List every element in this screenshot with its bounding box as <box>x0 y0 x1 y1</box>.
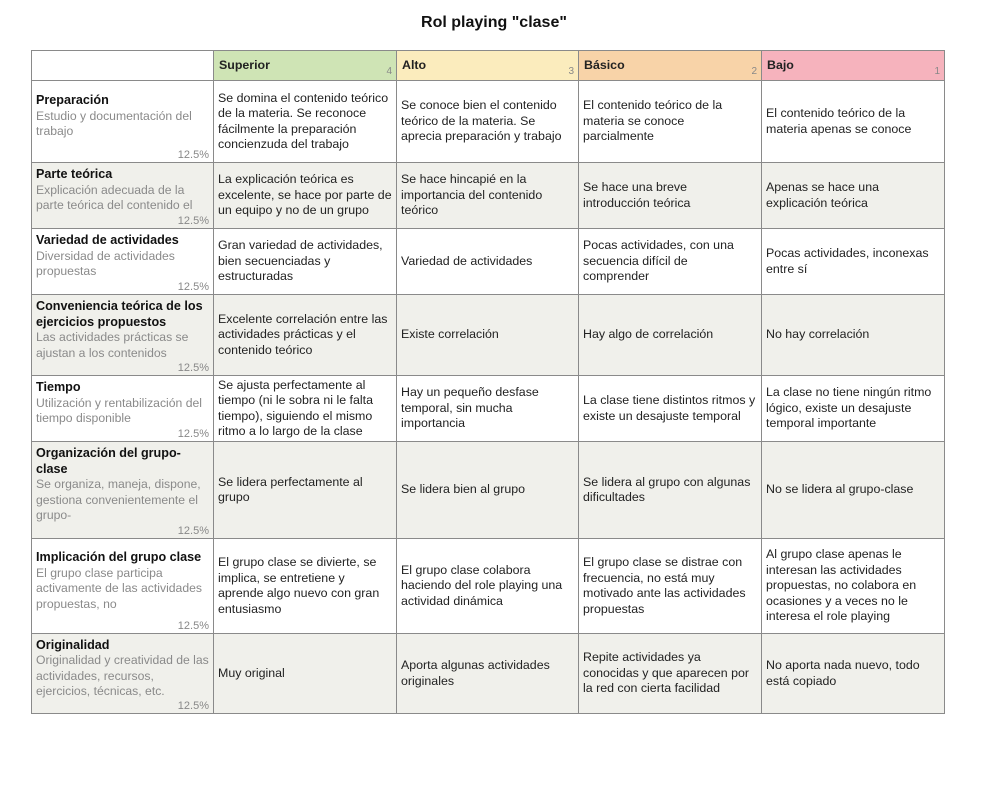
criterion-description: Se organiza, maneja, dispone, gestiona convenientemente el grupo- <box>36 477 201 523</box>
rubric-cell-superior: Excelente correlación entre las actividades prácticas y el contenido teórico <box>214 295 397 376</box>
criterion-weight: 12.5% <box>177 525 209 537</box>
level-name: Bajo <box>767 58 794 72</box>
rubric-cell-basico: El grupo clase se distrae con frecuencia, no está muy motivado ante las actividades propuestas <box>579 539 762 634</box>
criterion-row <box>32 442 945 539</box>
rubric-cell-superior: Muy original <box>214 634 397 714</box>
rubric-cell-bajo: El contenido teórico de la materia apenas se conoce <box>762 81 945 163</box>
rubric-cell-basico: Se hace una breve introducción teórica <box>579 163 762 229</box>
rubric-cell-superior: Se domina el contenido teórico de la materia. Se reconoce fácilmente la preparación concienzuda del trabajo <box>214 81 397 163</box>
rubric-cell-alto: Hay un pequeño desfase temporal, sin mucha importancia <box>397 376 579 442</box>
criterion-cell <box>32 295 214 376</box>
rubric-cell-basico: Hay algo de correlación <box>579 295 762 376</box>
criterion-name: Originalidad <box>36 637 110 652</box>
level-score: 4 <box>386 65 392 77</box>
level-header-alto <box>397 51 579 81</box>
rubric-cell-superior: Gran variedad de actividades, bien secuenciadas y estructuradas <box>214 229 397 295</box>
rubric-cell-alto: Aporta algunas actividades originales <box>397 634 579 714</box>
rubric-cell-bajo: Al grupo clase apenas le interesan las actividades propuestas, no colabora en ocasiones y a veces no le interesa el role playing <box>762 539 945 634</box>
criterion-cell <box>32 376 214 442</box>
rubric-cell-basico: Se lidera al grupo con algunas dificultades <box>579 442 762 539</box>
criterion-row <box>32 163 945 229</box>
rubric-cell-basico: Pocas actividades, con una secuencia difícil de comprender <box>579 229 762 295</box>
criterion-cell <box>32 229 214 295</box>
rubric-cell-bajo: No hay correlación <box>762 295 945 376</box>
page-title: Rol playing "clase" <box>421 14 567 31</box>
rubric-cell-basico: El contenido teórico de la materia se conoce parcialmente <box>579 81 762 163</box>
rubric-cell-bajo: Pocas actividades, inconexas entre sí <box>762 229 945 295</box>
criterion-row <box>32 539 945 634</box>
criterion-weight: 12.5% <box>177 149 209 161</box>
criterion-name: Parte teórica <box>36 167 113 182</box>
rubric-cell-superior: La explicación teórica es excelente, se hace por parte de un equipo y no de un grupo <box>214 163 397 229</box>
criterion-row <box>32 81 945 163</box>
criterion-description: Utilización y rentabilización del tiempo disponible <box>36 395 202 426</box>
criterion-cell <box>32 81 214 163</box>
rubric-cell-bajo: La clase no tiene ningún ritmo lógico, existe un desajuste temporal importante <box>762 376 945 442</box>
level-score: 3 <box>568 65 574 77</box>
criterion-name: Variedad de actividades <box>36 233 179 248</box>
rubric-cell-alto: Existe correlación <box>397 295 579 376</box>
level-score: 1 <box>934 65 940 77</box>
criterion-cell <box>32 634 214 714</box>
criterion-cell <box>32 539 214 634</box>
rubric-cell-alto: Se hace hincapié en la importancia del contenido teórico <box>397 163 579 229</box>
header-corner <box>32 51 214 81</box>
criterion-row <box>32 295 945 376</box>
criterion-weight: 12.5% <box>177 215 209 227</box>
rubric-cell-alto: Se conoce bien el contenido teórico de la materia. Se aprecia preparación y trabajo <box>397 81 579 163</box>
rubric-cell-superior: El grupo clase se divierte, se implica, se entretiene y aprende algo nuevo con gran entusiasmo <box>214 539 397 634</box>
rubric-table <box>31 50 945 714</box>
level-score: 2 <box>751 65 757 77</box>
criterion-cell <box>32 163 214 229</box>
rubric-cell-superior: Se ajusta perfectamente al tiempo (ni le sobra ni le falta tiempo), siguiendo el mismo ritmo a lo largo de la clase <box>214 376 397 442</box>
criterion-name: Tiempo <box>36 380 81 395</box>
rubric-cell-bajo: No se lidera al grupo-clase <box>762 442 945 539</box>
criterion-name: Conveniencia teórica de los ejercicios propuestos <box>36 299 203 329</box>
criterion-row <box>32 634 945 714</box>
criterion-weight: 12.5% <box>177 700 209 712</box>
criterion-name: Organización del grupo-clase <box>36 446 181 476</box>
criterion-description: Explicación adecuada de la parte teórica del contenido el <box>36 182 193 213</box>
rubric-cell-basico: Repite actividades ya conocidas y que aparecen por la red con cierta facilidad <box>579 634 762 714</box>
criterion-row <box>32 229 945 295</box>
rubric-cell-alto: Se lidera bien al grupo <box>397 442 579 539</box>
rubric-cell-alto: El grupo clase colabora haciendo del role playing una actividad dinámica <box>397 539 579 634</box>
level-name: Superior <box>219 58 270 72</box>
rubric-cell-bajo: No aporta nada nuevo, todo está copiado <box>762 634 945 714</box>
criterion-weight: 12.5% <box>177 620 209 632</box>
level-header-basico <box>579 51 762 81</box>
rubric-cell-superior: Se lidera perfectamente al grupo <box>214 442 397 539</box>
criterion-name: Implicación del grupo clase <box>36 550 202 564</box>
criterion-name: Preparación <box>36 93 109 108</box>
rubric-cell-bajo: Apenas se hace una explicación teórica <box>762 163 945 229</box>
criterion-weight: 12.5% <box>177 428 209 440</box>
rubric-cell-basico: La clase tiene distintos ritmos y existe un desajuste temporal <box>579 376 762 442</box>
level-header-row <box>32 51 945 81</box>
criterion-row <box>32 376 945 442</box>
criterion-weight: 12.5% <box>177 362 209 374</box>
criterion-description: Las actividades prácticas se ajustan a los contenidos <box>36 330 189 360</box>
level-header-superior <box>214 51 397 81</box>
criterion-description: Estudio y documentación del trabajo <box>36 108 192 139</box>
criterion-description: El grupo clase participa activamente de las actividades propuestas, no <box>36 565 202 611</box>
level-header-bajo <box>762 51 945 81</box>
criterion-cell <box>32 442 214 539</box>
level-name: Alto <box>402 58 427 72</box>
criterion-description: Diversidad de actividades propuestas <box>36 248 175 279</box>
level-name: Básico <box>584 58 625 72</box>
criterion-weight: 12.5% <box>177 281 209 293</box>
criterion-description: Originalidad y creatividad de las actividades, recursos, ejercicios, técnicas, etc. <box>36 653 209 698</box>
rubric-cell-alto: Variedad de actividades <box>397 229 579 295</box>
